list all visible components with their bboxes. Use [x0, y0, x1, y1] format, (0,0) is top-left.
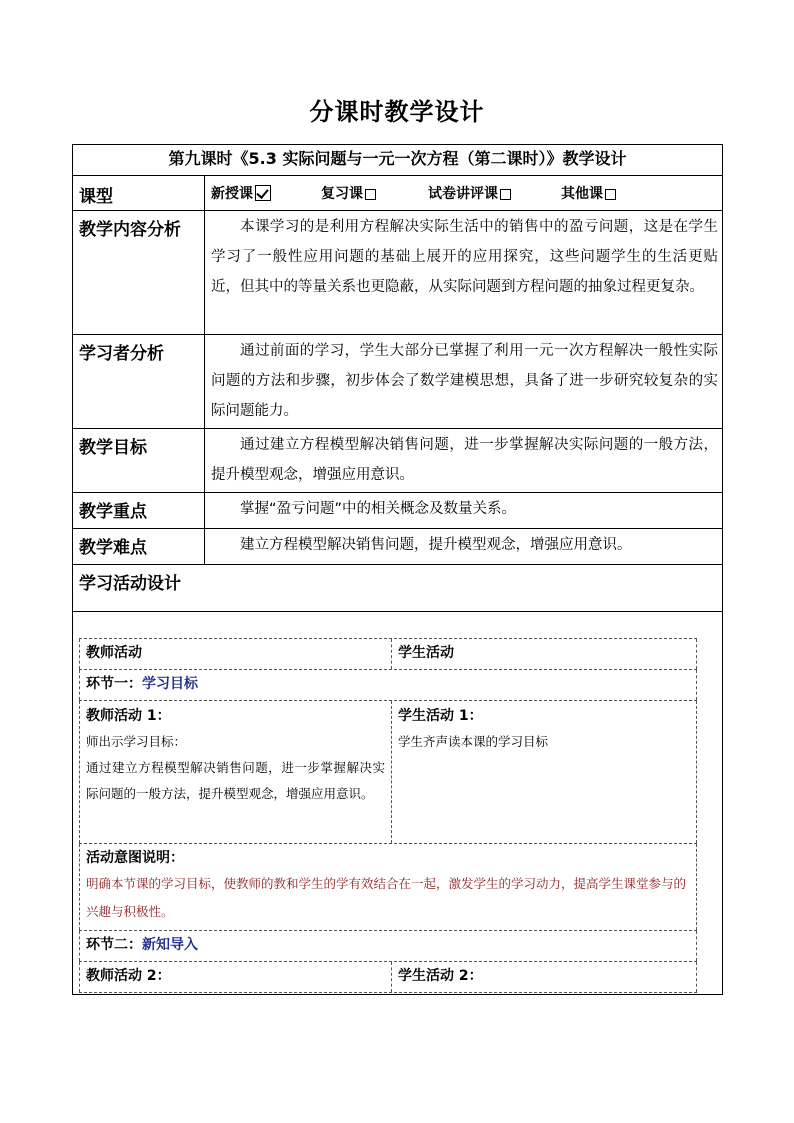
teacher-activity-2-title: 教师活动 2： [79, 962, 391, 992]
teacher-activity-1-title: 教师活动 1： [86, 708, 171, 724]
activity-design-body [73, 612, 723, 995]
course-option-review[interactable]: 复习课 [321, 183, 376, 203]
student-activity-1 [391, 701, 697, 843]
student-activity-header: 学生活动 [391, 639, 697, 669]
content-analysis-text: 本课学习的是利用方程解决实际生活中的销售中的盈亏问题，这是在学生学习了一般性应用问题的基础上展开的应用探究，这些问题学生的生活更贴近，但其中的等量关系也更隐蔽，从实际问题到方程问题的抽象过程更复杂。 [211, 219, 719, 295]
difficulty-text: 建立方程模型解决销售问题，提升模型观念，增强应用意识。 [240, 537, 632, 553]
course-option-other[interactable]: 其他课 [561, 183, 616, 203]
segment-1-heading: 环节一：学习目标 [79, 670, 697, 700]
course-type-label: 课型 [73, 176, 205, 211]
teaching-goal-label: 教学目标 [73, 429, 205, 493]
teaching-goal-text: 通过建立方程模型解决销售问题，进一步掌握解决实际问题的一般方法，提升模型观念，增强应用意识。 [211, 437, 719, 483]
teacher-activity-1-line2: 通过建立方程模型解决销售问题，进一步掌握解决实际问题的一般方法，提升模型观念，增强应用意识。 [86, 760, 385, 801]
activity-intent-text: 明确本节课的学习目标，使教师的教和学生的学有效结合在一起，激发学生的学习动力，提高学生课堂参与的兴趣与积极性。 [86, 876, 687, 919]
key-point-text: 掌握“盈亏问题”中的相关概念及数量关系。 [240, 501, 517, 517]
segment-2-name: 新知导入 [142, 937, 198, 953]
checkbox-icon [365, 189, 376, 200]
student-activity-2-title: 学生活动 2： [391, 962, 697, 992]
student-activity-1-title: 学生活动 1： [398, 708, 483, 724]
activity-intent [79, 844, 697, 930]
teacher-activity-header: 教师活动 [79, 639, 391, 669]
segment-2-heading: 环节二：新知导入 [79, 931, 697, 961]
activity-intent-title: 活动意图说明： [86, 850, 184, 866]
checkbox-icon [605, 189, 616, 200]
segment-1-name: 学习目标 [142, 676, 198, 692]
course-type-options [205, 176, 723, 211]
activity-table [79, 638, 697, 993]
student-activity-1-text: 学生齐声读本课的学习目标 [398, 734, 549, 749]
difficulty-label: 教学难点 [73, 529, 205, 565]
lesson-title: 第九课时《5.3 实际问题与一元一次方程（第二课时）》教学设计 [73, 145, 723, 176]
checked-box-icon [255, 185, 271, 201]
content-analysis-label: 教学内容分析 [73, 211, 205, 335]
learner-analysis-label: 学习者分析 [73, 335, 205, 429]
lesson-design-table [72, 144, 723, 995]
teacher-activity-1 [79, 701, 391, 843]
course-option-exam-review[interactable]: 试卷讲评课 [428, 183, 511, 203]
course-option-new[interactable]: 新授课 [211, 183, 271, 203]
learner-analysis-text: 通过前面的学习，学生大部分已掌握了利用一元一次方程解决一般性实际问题的方法和步骤，初步体会了数学建模思想，具备了进一步研究较复杂的实际问题能力。 [211, 343, 719, 419]
checkbox-icon [500, 189, 511, 200]
activity-design-title: 学习活动设计 [73, 565, 723, 612]
page-title: 分课时教学设计 [309, 98, 485, 126]
key-point-label: 教学重点 [73, 493, 205, 529]
teacher-activity-1-line1: 师出示学习目标： [86, 734, 187, 749]
